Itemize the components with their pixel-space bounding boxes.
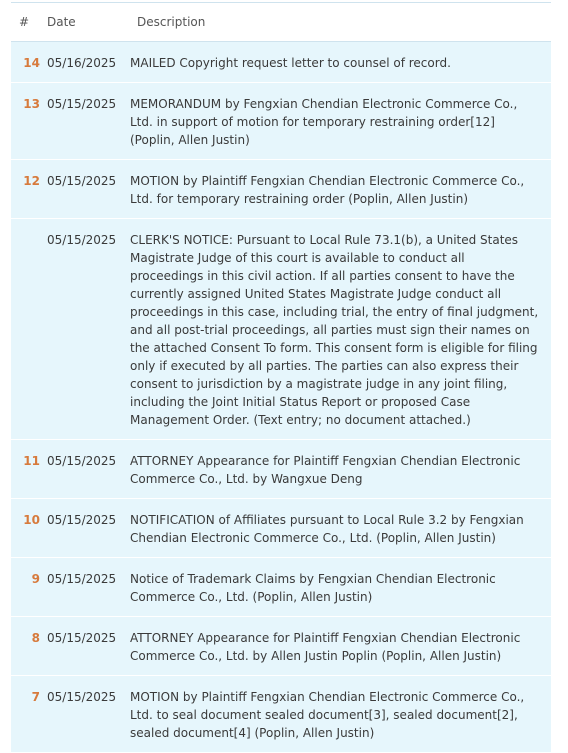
entry-description: CLERK'S NOTICE: Pursuant to Local Rule 73.1(b), a United States Magistrate Judge of this court is available to conduct all proceedings in this civil action. If all parties consent to have the currently assigned United States Magistrate Judge conduct all proceedings in this case, including trial, the entry of final judgment, and all post-trial proceedings, all parties must sign their names on the attached Consent To form. This consent form is eligible for filing only if executed by all parties. The parties can also express their consent to jurisdiction by a magistrate judge in any joint filing, including the Joint Initial Status Report or proposed Case Management Order. (Text entry; no document attached.) <box>130 233 539 427</box>
entry-date: 05/15/2025 <box>47 174 117 188</box>
entry-description: MOTION by Plaintiff Fengxian Chendian Electronic Commerce Co., Ltd. to seal document sealed document[3], sealed document[2], sealed document[4] (Poplin, Allen Justin) <box>130 690 525 740</box>
entry-number: 7 <box>31 690 40 704</box>
column-header-number[interactable]: # <box>19 15 30 29</box>
table-row[interactable] <box>11 42 551 83</box>
entry-number: 11 <box>23 454 40 468</box>
table-row[interactable] <box>11 160 551 219</box>
table-row[interactable] <box>11 676 551 753</box>
entry-date: 05/15/2025 <box>47 97 117 111</box>
column-header-description[interactable]: Description <box>137 15 206 29</box>
entry-number: 12 <box>23 174 40 188</box>
entry-description: Notice of Trademark Claims by Fengxian Chendian Electronic Commerce Co., Ltd. (Poplin, Allen Justin) <box>130 572 496 604</box>
entry-description: NOTIFICATION of Affiliates pursuant to Local Rule 3.2 by Fengxian Chendian Electronic Commerce Co., Ltd. (Poplin, Allen Justin) <box>130 513 524 545</box>
entry-number: 9 <box>31 572 40 586</box>
entry-description: ATTORNEY Appearance for Plaintiff Fengxian Chendian Electronic Commerce Co., Ltd. by Allen Justin Poplin (Poplin, Allen Justin) <box>130 631 521 663</box>
table-row[interactable] <box>11 440 551 499</box>
column-header-date[interactable]: Date <box>47 15 76 29</box>
entry-description: ATTORNEY Appearance for Plaintiff Fengxian Chendian Electronic Commerce Co., Ltd. by Wangxue Deng <box>130 454 521 486</box>
entry-number: 8 <box>31 631 40 645</box>
table-row[interactable] <box>11 499 551 558</box>
table-row[interactable] <box>11 219 551 440</box>
entry-date: 05/15/2025 <box>47 513 117 527</box>
table-row[interactable] <box>11 83 551 160</box>
entry-number: 14 <box>23 56 40 70</box>
entry-date: 05/15/2025 <box>47 572 117 586</box>
entry-number: 10 <box>23 513 40 527</box>
entry-date: 05/15/2025 <box>47 454 117 468</box>
entry-description: MEMORANDUM by Fengxian Chendian Electronic Commerce Co., Ltd. in support of motion for temporary restraining order[12] (Poplin, Allen Justin) <box>130 97 518 147</box>
entry-date: 05/16/2025 <box>47 56 117 70</box>
table-row[interactable] <box>11 558 551 617</box>
entry-date: 05/15/2025 <box>47 690 117 704</box>
table-body <box>11 42 551 753</box>
entry-date: 05/15/2025 <box>47 631 117 645</box>
docket-table <box>11 2 551 753</box>
entry-description: MOTION by Plaintiff Fengxian Chendian Electronic Commerce Co., Ltd. for temporary restraining order (Poplin, Allen Justin) <box>130 174 525 206</box>
table-row[interactable] <box>11 617 551 676</box>
entry-number: 13 <box>23 97 40 111</box>
entry-description: MAILED Copyright request letter to counsel of record. <box>130 56 451 70</box>
table-header <box>11 3 551 42</box>
entry-date: 05/15/2025 <box>47 233 117 247</box>
